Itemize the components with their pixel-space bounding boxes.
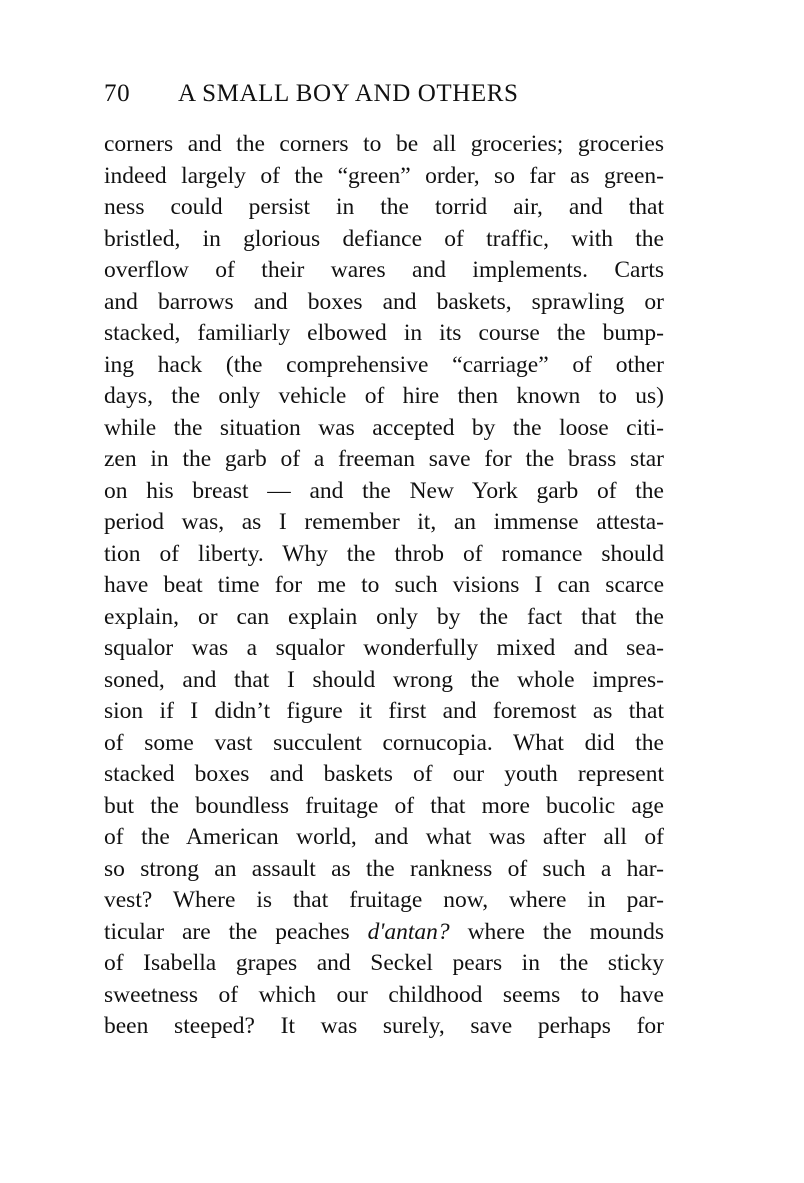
text-line: corners and the corners to be all groceries; groceries [104, 131, 664, 157]
running-head [104, 80, 664, 114]
text-line: bristled, in glorious defiance of traffic, with the [104, 225, 664, 252]
text-line: ing hack (the comprehensive “carriage” of other [104, 351, 664, 378]
text-line: indeed largely of the “green” order, so far as green- [104, 162, 664, 189]
text-line: have beat time for me to such visions I can scarce [104, 572, 664, 598]
text-line: stacked, familiarly elbowed in its course the bump- [104, 320, 664, 346]
text-line: stacked boxes and baskets of our youth represent [104, 761, 664, 787]
text-line: sion if I didn’t figure it first and foremost as that [104, 698, 664, 724]
text-segment: where the mounds [449, 918, 664, 945]
text-line: and barrows and boxes and baskets, sprawling or [104, 288, 664, 315]
text-line: soned, and that I should wrong the whole impres- [104, 666, 664, 693]
text-line: while the situation was accepted by the loose citi- [104, 414, 664, 441]
text-line-with-italic [104, 917, 664, 949]
text-line: but the boundless fruitage of that more bucolic age [104, 792, 664, 819]
text-line: tion of liberty. Why the throb of romance should [104, 540, 664, 567]
text-line: of the American world, and what was after all of [104, 824, 664, 850]
text-line: squalor was a squalor wonderfully mixed and sea- [104, 635, 664, 661]
book-title: A SMALL BOY AND OTHERS [178, 80, 519, 107]
text-line: zen in the garb of a freeman save for the brass star [104, 446, 664, 472]
text-segment: ticular are the peaches [104, 918, 368, 945]
text-line: vest? Where is that fruitage now, where in par- [104, 887, 664, 913]
page-number: 70 [104, 80, 131, 107]
text-line: days, the only vehicle of hire then known to us) [104, 383, 664, 409]
text-line: ness could persist in the torrid air, and that [104, 194, 664, 220]
text-line: sweetness of which our childhood seems to have [104, 981, 664, 1008]
text-line: been steeped? It was surely, save perhaps for [104, 1013, 664, 1039]
text-line: period was, as I remember it, an immense attesta- [104, 509, 664, 535]
italic-phrase: d'antan? [367, 918, 450, 945]
text-line: of Isabella grapes and Seckel pears in the sticky [104, 950, 664, 976]
text-line: on his breast — and the New York garb of the [104, 477, 664, 504]
text-line: of some vast succulent cornucopia. What did the [104, 729, 664, 756]
text-line: overflow of their wares and implements. Carts [104, 257, 664, 283]
body-text [104, 129, 664, 1043]
text-line: so strong an assault as the rankness of such a har- [104, 855, 664, 882]
text-line: explain, or can explain only by the fact that the [104, 603, 664, 630]
